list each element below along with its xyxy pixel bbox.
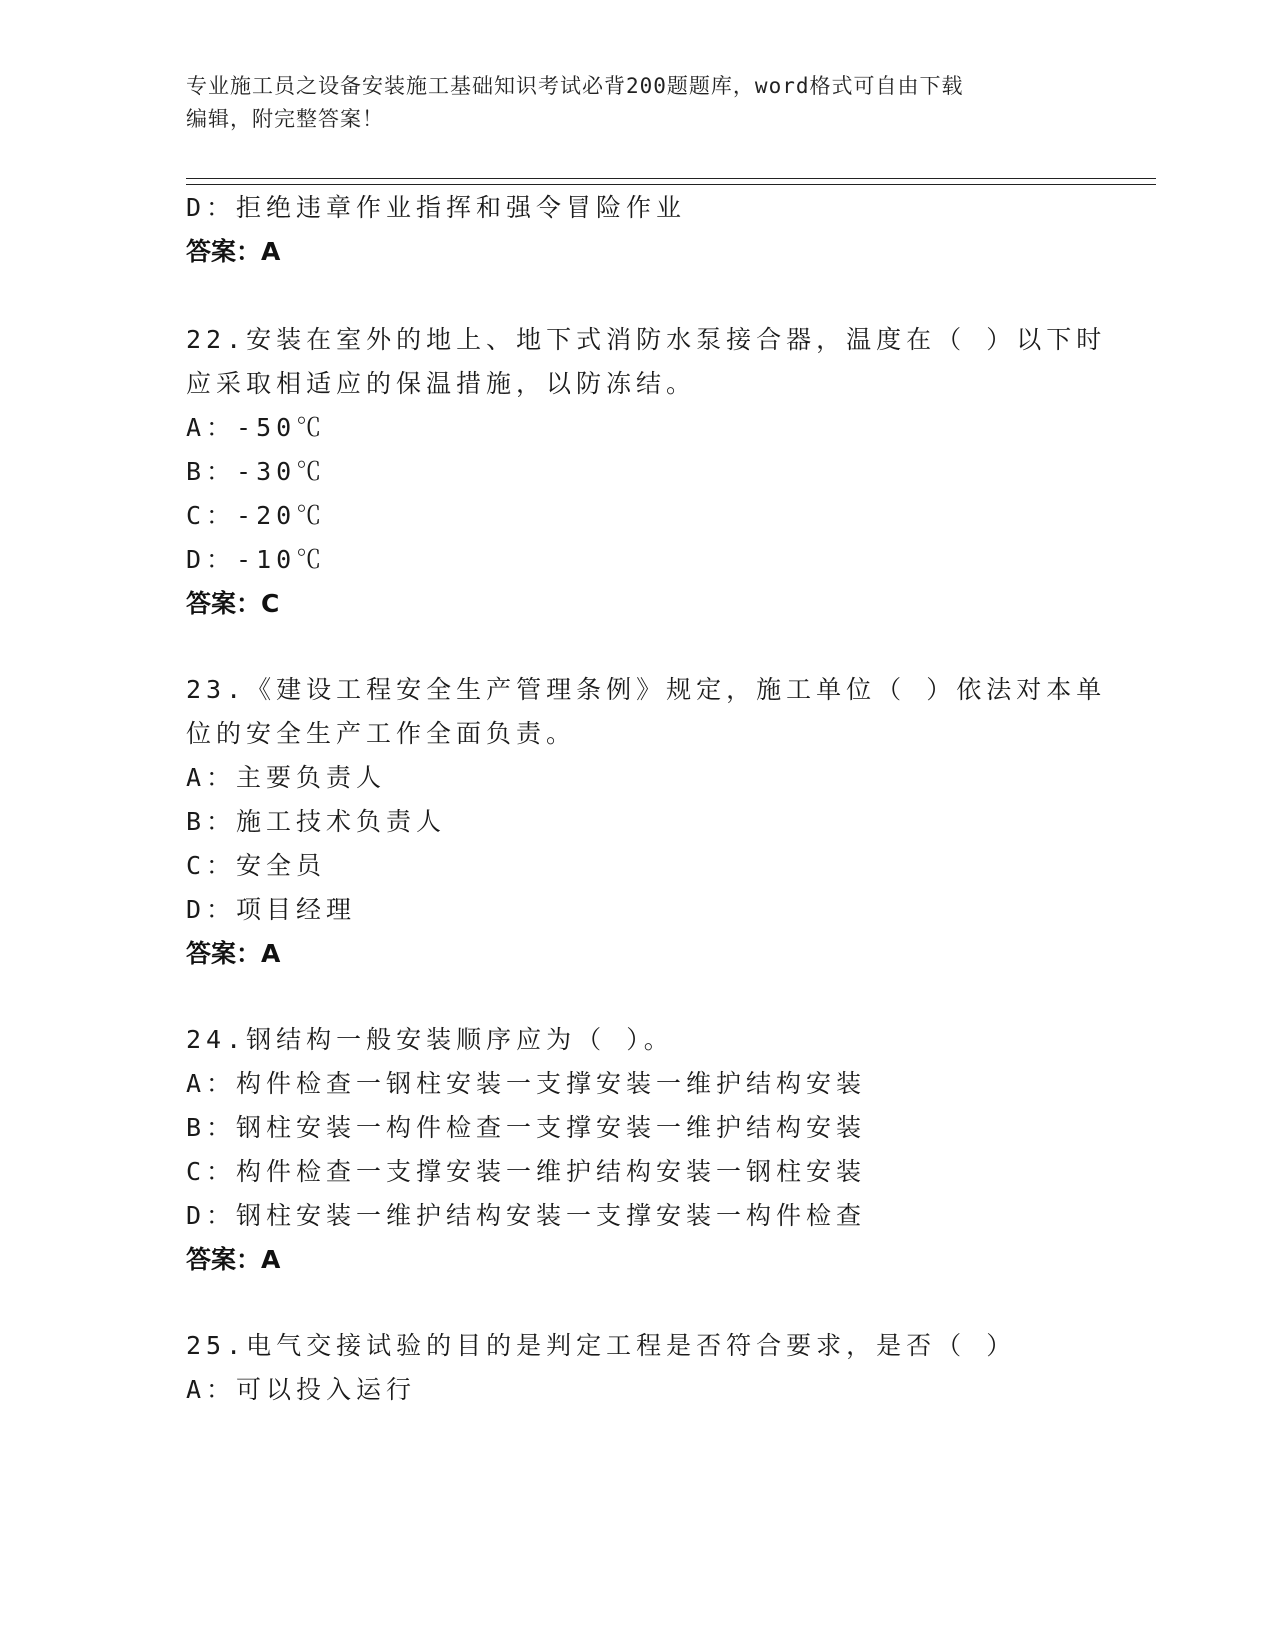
q25-option-a: A：可以投入运行: [186, 1375, 417, 1404]
q24-option-a: A：构件检查一钢柱安装一支撑安装一维护结构安装: [186, 1069, 867, 1098]
q24-answer: 答案：A: [186, 1245, 281, 1274]
q23-question-line-1: 23.《建设工程安全生产管理条例》规定，施工单位（ ）依法对本单: [186, 675, 1107, 704]
q22-question-line-1: 22.安装在室外的地上、地下式消防水泵接合器，温度在（ ）以下时: [186, 325, 1107, 354]
prev-option-d: D：拒绝违章作业指挥和强令冒险作业: [186, 193, 687, 222]
q23-option-b: B：施工技术负责人: [186, 807, 447, 836]
q23-option-d: D：项目经理: [186, 895, 357, 924]
header-divider-bottom: [186, 184, 1156, 185]
q22-option-d: D：-10℃: [186, 545, 327, 574]
header-divider-top: [186, 178, 1156, 179]
q22-question-line-2: 应采取相适应的保温措施，以防冻结。: [186, 369, 697, 398]
q24-question-line-1: 24.钢结构一般安装顺序应为（ ）。: [186, 1025, 674, 1054]
header-line-1: 专业施工员之设备安装施工基础知识考试必背200题题库，word格式可自由下载: [186, 74, 964, 98]
document-header: [186, 70, 1086, 136]
q22-answer: 答案：C: [186, 589, 280, 618]
header-line-2: 编辑，附完整答案！: [186, 107, 384, 131]
q22-option-a: A：-50℃: [186, 413, 327, 442]
q23-question-line-2: 位的安全生产工作全面负责。: [186, 719, 577, 748]
q24-option-d: D：钢柱安装一维护结构安装一支撑安装一构件检查: [186, 1201, 867, 1230]
q24-option-b: B：钢柱安装一构件检查一支撑安装一维护结构安装: [186, 1113, 867, 1142]
q23-option-a: A：主要负责人: [186, 763, 387, 792]
q25-question-line-1: 25.电气交接试验的目的是判定工程是否符合要求，是否（ ）: [186, 1331, 1017, 1360]
q23-option-c: C：安全员: [186, 851, 327, 880]
q22-option-c: C：-20℃: [186, 501, 327, 530]
q23-answer: 答案：A: [186, 939, 281, 968]
prev-answer: 答案：A: [186, 237, 281, 266]
q24-option-c: C：构件检查一支撑安装一维护结构安装一钢柱安装: [186, 1157, 867, 1186]
q22-option-b: B：-30℃: [186, 457, 327, 486]
